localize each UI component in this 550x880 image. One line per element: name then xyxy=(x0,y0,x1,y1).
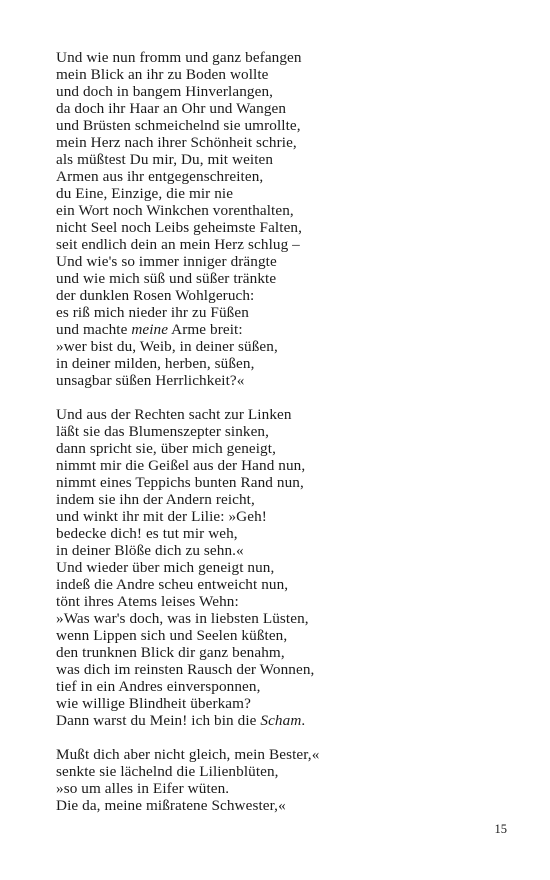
emphasized-word: Scham xyxy=(260,712,302,729)
line-segment: wenn Lippen sich und Seelen küßten, xyxy=(56,627,288,644)
line-segment: Dann warst du Mein! ich bin die xyxy=(56,712,261,729)
line-segment: Und wieder über mich geneigt nun, xyxy=(56,559,275,576)
line-segment: und winkt ihr mit der Lilie: »Geh! xyxy=(56,508,267,525)
line-segment: und doch in bangem Hinverlangen, xyxy=(56,83,274,100)
line-segment: und machte xyxy=(56,321,132,338)
poem-line xyxy=(56,780,496,797)
line-segment: dann spricht sie, über mich geneigt, xyxy=(56,440,276,457)
line-segment: indem sie ihn der Andern reicht, xyxy=(56,491,255,508)
line-segment: »Was war's doch, was in liebsten Lüsten, xyxy=(56,610,309,627)
poem-line xyxy=(56,525,496,542)
line-segment: als müßtest Du mir, Du, mit weiten xyxy=(56,151,274,168)
line-segment: Arme breit: xyxy=(168,321,243,338)
line-segment: nimmt eines Teppichs bunten Rand nun, xyxy=(56,474,304,491)
stanza xyxy=(56,406,496,729)
line-segment: da doch ihr Haar an Ohr und Wangen xyxy=(56,100,287,117)
poem-line xyxy=(56,457,496,474)
poem-line xyxy=(56,542,496,559)
poem-line xyxy=(56,270,496,287)
poem-line xyxy=(56,423,496,440)
stanza xyxy=(56,746,496,814)
poem-line xyxy=(56,661,496,678)
poem-line xyxy=(56,508,496,525)
poem-line xyxy=(56,406,496,423)
line-segment: »so um alles in Eifer wüten. xyxy=(56,780,230,797)
line-segment: es riß mich nieder ihr zu Füßen xyxy=(56,304,249,321)
poem-line xyxy=(56,202,496,219)
line-segment: unsagbar süßen Herrlichkeit?« xyxy=(56,372,245,389)
poem-line xyxy=(56,185,496,202)
poem-line xyxy=(56,83,496,100)
line-segment: und wie mich süß und süßer tränkte xyxy=(56,270,277,287)
emphasized-word: meine xyxy=(131,321,169,338)
line-segment: ein Wort noch Winkchen vorenthalten, xyxy=(56,202,294,219)
line-segment: läßt sie das Blumenszepter sinken, xyxy=(56,423,270,440)
poem-line xyxy=(56,304,496,321)
line-segment: Armen aus ihr entgegenschreiten, xyxy=(56,168,264,185)
line-segment: tief in ein Andres einversponnen, xyxy=(56,678,261,695)
poem-line xyxy=(56,491,496,508)
poem-line xyxy=(56,49,496,66)
line-segment: in deiner Blöße dich zu sehn.« xyxy=(56,542,244,559)
poem-line xyxy=(56,355,496,372)
line-segment: seit endlich dein an mein Herz schlug – xyxy=(56,236,300,253)
poem-line xyxy=(56,576,496,593)
poem-line xyxy=(56,610,496,627)
poem-line xyxy=(56,627,496,644)
poem-line xyxy=(56,236,496,253)
line-segment: senkte sie lächelnd die Lilienblüten, xyxy=(56,763,279,780)
poem-line xyxy=(56,678,496,695)
poem-line xyxy=(56,321,496,338)
line-segment: Mußt dich aber nicht gleich, mein Bester,« xyxy=(56,746,320,763)
poem-line xyxy=(56,168,496,185)
page-number: 15 xyxy=(494,822,507,836)
poem-line xyxy=(56,219,496,236)
poem-line xyxy=(56,134,496,151)
poem-line xyxy=(56,559,496,576)
line-segment: der dunklen Rosen Wohlgeruch: xyxy=(56,287,255,304)
poem-line xyxy=(56,338,496,355)
poem-line xyxy=(56,287,496,304)
line-segment: den trunknen Blick dir ganz benahm, xyxy=(56,644,285,661)
poem-line xyxy=(56,253,496,270)
line-segment: was dich im reinsten Rausch der Wonnen, xyxy=(56,661,315,678)
line-segment: und Brüsten schmeichelnd sie umrollte, xyxy=(56,117,301,134)
poem-line xyxy=(56,763,496,780)
line-segment: in deiner milden, herben, süßen, xyxy=(56,355,255,372)
line-segment: du Eine, Einzige, die mir nie xyxy=(56,185,234,202)
poem-line xyxy=(56,151,496,168)
poem-line xyxy=(56,797,496,814)
line-segment: tönt ihres Atems leises Wehn: xyxy=(56,593,239,610)
line-segment: Die da, meine mißratene Schwester,« xyxy=(56,797,286,814)
poem-line xyxy=(56,474,496,491)
poem-line xyxy=(56,746,496,763)
line-segment: Und wie's so immer inniger drängte xyxy=(56,253,277,270)
line-segment: wie willige Blindheit überkam? xyxy=(56,695,251,712)
poem-line xyxy=(56,117,496,134)
poem-line xyxy=(56,712,496,729)
line-segment: nimmt mir die Geißel aus der Hand nun, xyxy=(56,457,306,474)
stanza xyxy=(56,49,496,389)
line-segment: indeß die Andre scheu entweicht nun, xyxy=(56,576,289,593)
poem-line xyxy=(56,644,496,661)
poem-line xyxy=(56,593,496,610)
poem-line xyxy=(56,695,496,712)
line-segment: nicht Seel noch Leibs geheimste Falten, xyxy=(56,219,302,236)
line-segment: Und aus der Rechten sacht zur Linken xyxy=(56,406,292,423)
poem-line xyxy=(56,100,496,117)
line-segment: Und wie nun fromm und ganz befangen xyxy=(56,49,302,66)
poem-line xyxy=(56,66,496,83)
poem-text xyxy=(56,49,496,814)
line-segment: mein Herz nach ihrer Schönheit schrie, xyxy=(56,134,297,151)
poem-line xyxy=(56,440,496,457)
line-segment: bedecke dich! es tut mir weh, xyxy=(56,525,238,542)
line-segment: »wer bist du, Weib, in deiner süßen, xyxy=(56,338,278,355)
line-segment: . xyxy=(301,712,306,729)
poem-line xyxy=(56,372,496,389)
line-segment: mein Blick an ihr zu Boden wollte xyxy=(56,66,269,83)
